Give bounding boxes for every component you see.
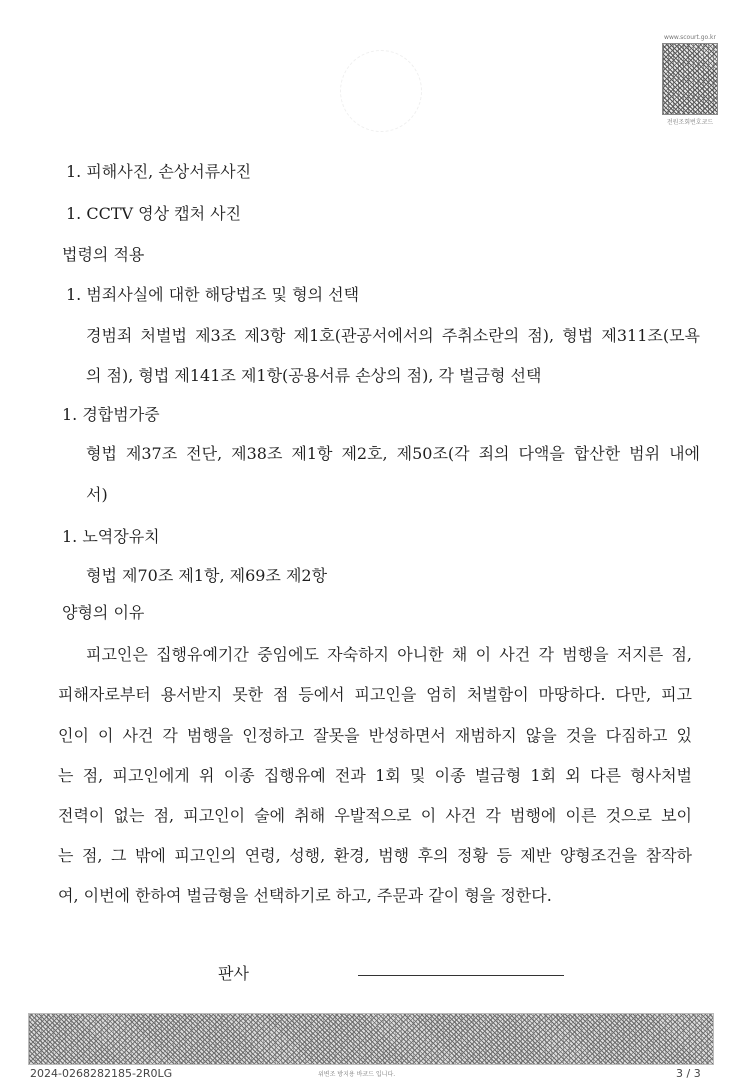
document-id: 2024-0268282185-2R0LG bbox=[30, 1067, 173, 1080]
law-item-text: 형법 제37조 전단, 제38조 제1항 제2호, 제50조(각 죄의 다액을 합산한 범위 내에 bbox=[86, 444, 700, 463]
sentencing-line: 여, 이번에 한하여 벌금형을 선택하기로 하고, 주문과 같이 형을 정한다. bbox=[58, 886, 552, 905]
section-heading-law: 법령의 적용 bbox=[62, 245, 145, 264]
page-number: 3 / 3 bbox=[676, 1067, 701, 1080]
sentencing-line: 피해자로부터 용서받지 못한 점 등에서 피고인을 엄히 처벌함이 마땅하다. 다만, 피고 bbox=[58, 685, 692, 704]
evidence-item: 1. CCTV 영상 캡처 사진 bbox=[66, 204, 242, 223]
signature-line bbox=[358, 975, 564, 976]
qr-code-icon bbox=[662, 43, 718, 115]
watermark-seal bbox=[340, 50, 422, 132]
law-item-title: 1. 경합범가중 bbox=[62, 405, 160, 424]
section-heading-sentencing: 양형의 이유 bbox=[62, 603, 145, 622]
sentencing-line: 는 점, 그 밖에 피고인의 연령, 성행, 환경, 범행 후의 정황 등 제반 양형조건을 참작하 bbox=[58, 846, 692, 865]
sentencing-line: 는 점, 피고인에게 위 이종 집행유예 전과 1회 및 이종 벌금형 1회 외 다른 형사처벌 bbox=[58, 766, 692, 785]
law-item-title: 1. 범죄사실에 대한 해당법조 및 형의 선택 bbox=[66, 285, 360, 304]
qr-url: www.scourt.go.kr bbox=[664, 34, 716, 41]
sentencing-line: 인이 이 사건 각 범행을 인정하고 잘못을 반성하면서 재범하지 않을 것을 다짐하고 있 bbox=[58, 726, 692, 745]
qr-caption: 전원조회번호코드 bbox=[666, 119, 714, 126]
anti-forgery-barcode bbox=[28, 1013, 714, 1065]
law-item-text: 경범죄 처벌법 제3조 제3항 제1호(관공서에서의 주취소란의 점), 형법 제311조(모욕 bbox=[86, 326, 700, 345]
qr-block bbox=[660, 34, 720, 126]
law-item-text: 의 점), 형법 제141조 제1항(공용서류 손상의 점), 각 벌금형 선택 bbox=[86, 366, 542, 385]
sentencing-line: 전력이 없는 점, 피고인이 술에 취해 우발적으로 이 사건 각 범행에 이른 것으로 보이 bbox=[58, 806, 692, 825]
evidence-item: 1. 피해사진, 손상서류사진 bbox=[66, 162, 252, 181]
law-item-title: 1. 노역장유치 bbox=[62, 527, 160, 546]
law-item-text: 형법 제70조 제1항, 제69조 제2항 bbox=[86, 566, 328, 585]
law-item-text: 서) bbox=[86, 485, 108, 504]
judge-label: 판사 bbox=[218, 964, 249, 983]
barcode-note: 위변조 방지용 바코드 입니다. bbox=[318, 1071, 396, 1078]
sentencing-line: 피고인은 집행유예기간 중임에도 자숙하지 아니한 채 이 사건 각 범행을 저지른 점, bbox=[86, 645, 692, 664]
